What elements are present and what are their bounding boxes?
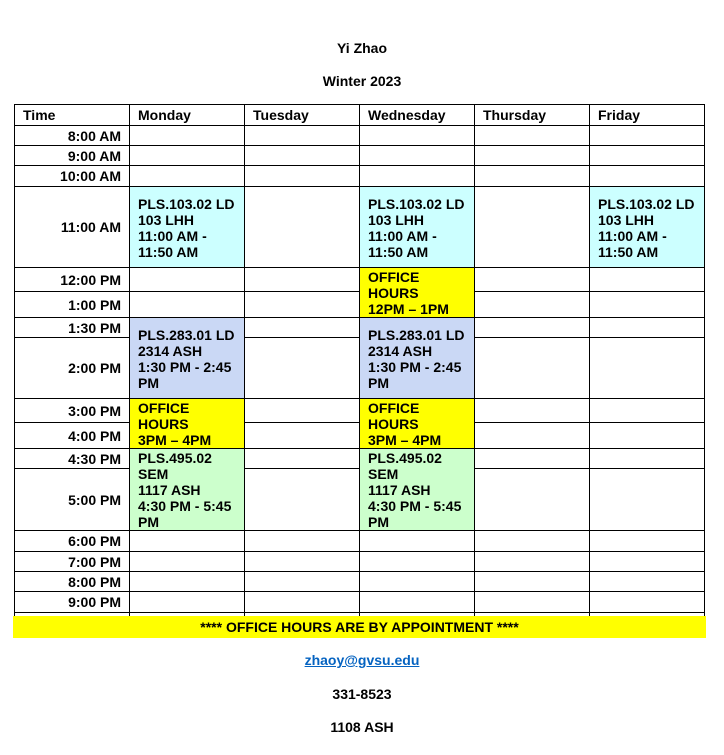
event-pls495-wednesday (360, 449, 475, 531)
time-label: 2:00 PM (15, 338, 130, 399)
cell (590, 572, 705, 592)
table-row (15, 531, 705, 552)
cell (475, 166, 590, 187)
cell (130, 268, 245, 292)
event-room: 103 LHH (138, 211, 195, 228)
table-row (15, 399, 705, 423)
cell (130, 166, 245, 187)
time-label: 9:00 PM (15, 592, 130, 613)
cell (130, 292, 245, 318)
cell (360, 572, 475, 592)
event-time: 1:30 PM - 2:45 PM (138, 358, 232, 391)
cell (130, 592, 245, 613)
event-course: PLS.103.02 LD (138, 195, 235, 212)
cell (590, 146, 705, 166)
event-pls283-monday (130, 318, 245, 399)
time-label: 3:00 PM (15, 399, 130, 423)
event-room: 1117 ASH (138, 482, 201, 498)
table-row (15, 146, 705, 166)
cell (360, 166, 475, 187)
cell (590, 469, 705, 531)
cell (130, 531, 245, 552)
time-label: 1:30 PM (15, 318, 130, 338)
event-pls495-monday (130, 449, 245, 531)
cell (475, 338, 590, 399)
event-room: 2314 ASH (138, 342, 203, 359)
table-row (15, 572, 705, 592)
event-room: 1117 ASH (368, 482, 431, 498)
event-time: 11:00 AM - 11:50 AM (368, 227, 437, 260)
time-label: 7:00 PM (15, 552, 130, 572)
event-title: OFFICE HOURS (138, 400, 190, 432)
event-time: 11:00 AM - 11:50 AM (598, 227, 667, 260)
table-row (15, 268, 705, 292)
event-pls103-friday (590, 187, 705, 268)
event-office-hours-monday (130, 399, 245, 449)
col-header-wednesday: Wednesday (360, 105, 475, 126)
time-label: 5:00 PM (15, 469, 130, 531)
office-location: 1108 ASH (330, 719, 394, 735)
cell (475, 449, 590, 469)
cell (590, 449, 705, 469)
cell (590, 126, 705, 146)
instructor-name: Yi Zhao (336, 40, 388, 56)
event-pls103-wednesday (360, 187, 475, 268)
table-row (15, 166, 705, 187)
schedule-table (14, 104, 705, 633)
event-room: 103 LHH (598, 211, 655, 228)
cell (475, 552, 590, 572)
cell (130, 146, 245, 166)
cell (475, 469, 590, 531)
cell (130, 552, 245, 572)
event-room: 103 LHH (368, 211, 425, 228)
event-time: 12PM – 1PM (368, 301, 449, 317)
col-header-friday: Friday (590, 105, 705, 126)
event-office-hours-wednesday (360, 399, 475, 449)
event-course: PLS.283.01 LD (368, 326, 465, 343)
table-row (15, 126, 705, 146)
cell (590, 338, 705, 399)
cell (590, 292, 705, 318)
cell (475, 399, 590, 423)
cell (590, 531, 705, 552)
time-label: 9:00 AM (15, 146, 130, 166)
phone-number: 331-8523 (332, 686, 392, 702)
col-header-monday: Monday (130, 105, 245, 126)
cell (130, 126, 245, 146)
cell (590, 268, 705, 292)
cell (245, 469, 360, 531)
col-header-time: Time (15, 105, 130, 126)
event-office-hours-wednesday-noon (360, 268, 475, 318)
cell (245, 552, 360, 572)
cell (590, 423, 705, 449)
cell (245, 318, 360, 338)
email-link[interactable]: zhaoy@gvsu.edu (304, 652, 420, 668)
cell (130, 572, 245, 592)
table-row (15, 187, 705, 268)
cell (360, 552, 475, 572)
table-row (15, 552, 705, 572)
time-label: 1:00 PM (15, 292, 130, 318)
table-row (15, 449, 705, 469)
cell (475, 187, 590, 268)
cell (590, 399, 705, 423)
cell (360, 592, 475, 613)
header-row (15, 105, 705, 126)
event-course: PLS.495.02 SEM (368, 450, 442, 482)
time-label: 4:00 PM (15, 423, 130, 449)
event-course: PLS.495.02 SEM (138, 450, 212, 482)
cell (245, 531, 360, 552)
event-time: 1:30 PM - 2:45 PM (368, 358, 462, 391)
cell (245, 146, 360, 166)
time-label: 4:30 PM (15, 449, 130, 469)
cell (475, 318, 590, 338)
event-course: PLS.283.01 LD (138, 326, 235, 343)
cell (245, 187, 360, 268)
cell (475, 146, 590, 166)
event-time: 3PM – 4PM (368, 432, 442, 448)
cell (475, 572, 590, 592)
cell (590, 592, 705, 613)
event-pls283-wednesday (360, 318, 475, 399)
event-room: 2314 ASH (368, 342, 433, 359)
cell (245, 292, 360, 318)
cell (245, 338, 360, 399)
event-time: 4:30 PM - 5:45 PM (138, 498, 232, 530)
event-title: OFFICE HOURS (368, 269, 420, 301)
cell (245, 572, 360, 592)
time-label: 8:00 PM (15, 572, 130, 592)
cell (590, 318, 705, 338)
term-title: Winter 2023 (322, 73, 402, 89)
event-title: OFFICE HOURS (368, 400, 420, 432)
col-header-thursday: Thursday (475, 105, 590, 126)
cell (245, 592, 360, 613)
time-label: 8:00 AM (15, 126, 130, 146)
cell (475, 423, 590, 449)
table-row (15, 318, 705, 338)
cell (360, 531, 475, 552)
time-label: 12:00 PM (15, 268, 130, 292)
cell (475, 126, 590, 146)
time-label: 10:00 AM (15, 166, 130, 187)
cell (360, 146, 475, 166)
cell (360, 126, 475, 146)
event-time: 11:00 AM - 11:50 AM (138, 227, 207, 260)
time-label: 11:00 AM (15, 187, 130, 268)
event-course: PLS.103.02 LD (368, 195, 465, 212)
cell (245, 449, 360, 469)
appointment-banner: **** OFFICE HOURS ARE BY APPOINTMENT **** (13, 616, 706, 638)
cell (475, 292, 590, 318)
cell (590, 552, 705, 572)
cell (475, 268, 590, 292)
col-header-tuesday: Tuesday (245, 105, 360, 126)
time-label: 6:00 PM (15, 531, 130, 552)
table-row (15, 592, 705, 613)
event-pls103-monday (130, 187, 245, 268)
cell (475, 592, 590, 613)
cell (245, 423, 360, 449)
cell (245, 268, 360, 292)
event-course: PLS.103.02 LD (598, 195, 695, 212)
cell (475, 531, 590, 552)
cell (245, 399, 360, 423)
cell (245, 126, 360, 146)
cell (590, 166, 705, 187)
event-time: 3PM – 4PM (138, 432, 212, 448)
cell (245, 166, 360, 187)
event-time: 4:30 PM - 5:45 PM (368, 498, 462, 530)
